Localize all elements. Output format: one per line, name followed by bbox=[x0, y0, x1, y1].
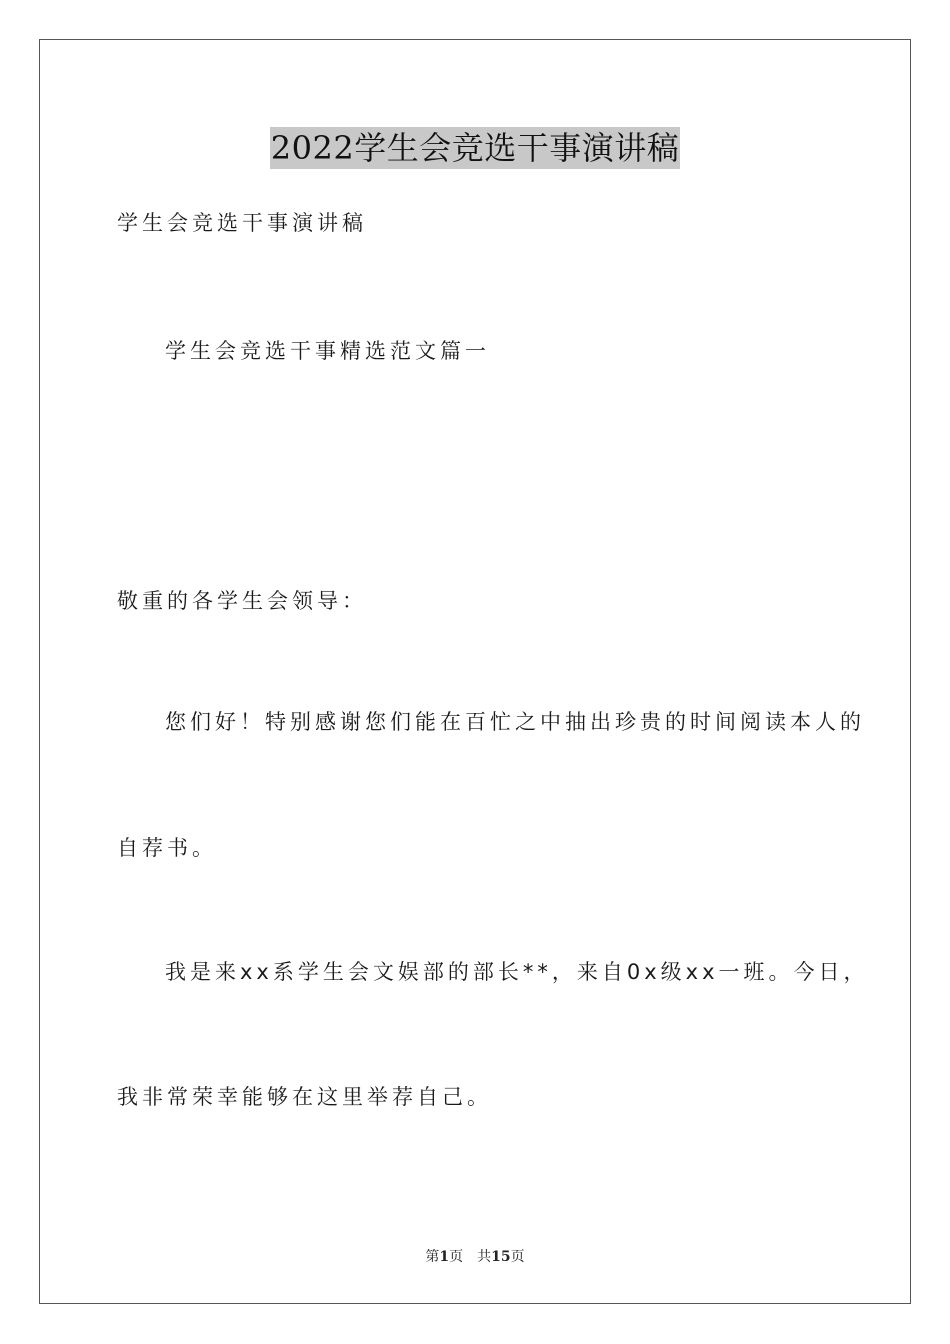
body-line: 我非常荣幸能够在这里举荐自己。 bbox=[117, 1085, 492, 1109]
footer-page-prefix: 第 bbox=[425, 1249, 440, 1265]
document-title: 2022学生会竞选干事演讲稿 bbox=[270, 129, 680, 167]
page-footer bbox=[0, 1247, 950, 1267]
body-line: 自荐书。 bbox=[117, 836, 217, 860]
footer-page-suffix: 页 bbox=[449, 1249, 464, 1265]
subtitle-line: 学生会竞选干事演讲稿 bbox=[117, 211, 367, 235]
footer-total-prefix: 共 bbox=[477, 1249, 492, 1265]
salutation: 敬重的各学生会领导： bbox=[117, 589, 367, 613]
body-line: 您们好！特别感谢您们能在百忙之中抽出珍贵的时间阅读本人的 bbox=[165, 710, 865, 734]
title-container bbox=[0, 127, 950, 169]
footer-total-suffix: 页 bbox=[510, 1249, 525, 1265]
footer-page-number: 1 bbox=[439, 1249, 450, 1265]
body-line: 我是来xx系学生会文娱部的部长**，来自0x级xx一班。今日， bbox=[165, 960, 869, 984]
footer-total-pages: 15 bbox=[491, 1249, 511, 1265]
section-heading: 学生会竞选干事精选范文篇一 bbox=[165, 339, 490, 363]
